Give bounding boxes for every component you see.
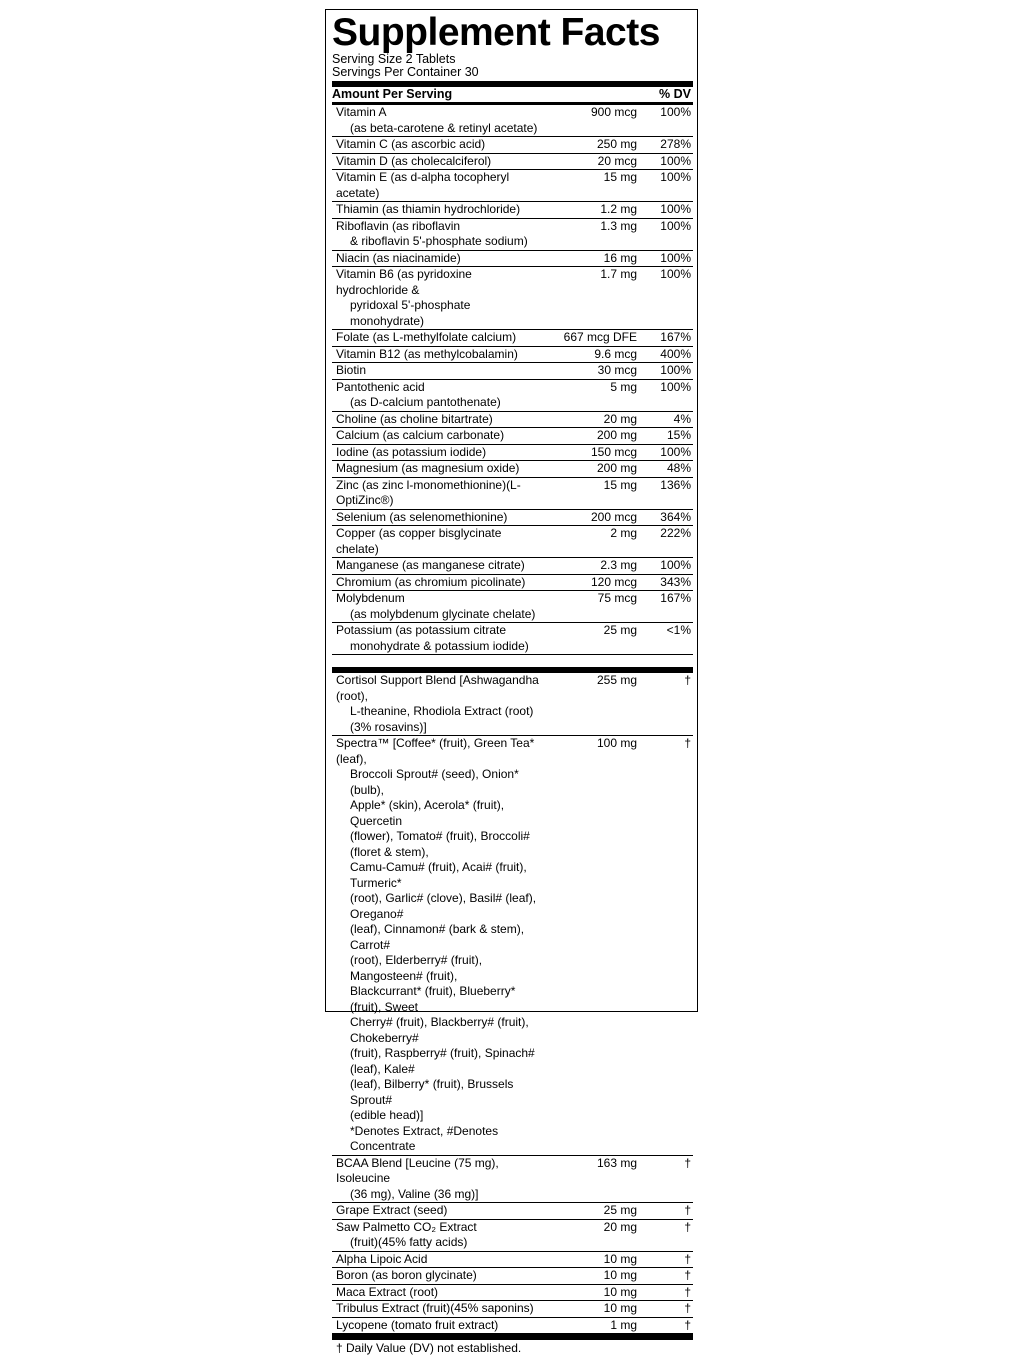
table-row	[332, 380, 693, 412]
dv-value: †	[684, 1155, 691, 1170]
ingredient-main: Zinc (as zinc l-monomethionine)(L-OptiZinc®)	[336, 477, 521, 507]
amount-value: 163 mg	[596, 1155, 637, 1170]
ingredient-main: Vitamin B6 (as pyridoxine hydrochloride &	[336, 267, 472, 297]
ingredient-main: Spectra™ [Coffee* (fruit), Green Tea* (leaf),	[336, 736, 535, 766]
table-row	[332, 219, 693, 251]
ingredient-name	[332, 526, 547, 557]
dv-value: 136%	[660, 477, 691, 492]
table-row	[332, 105, 693, 137]
ingredient-name	[332, 380, 547, 411]
table-row	[332, 1220, 693, 1252]
table-row	[332, 510, 693, 527]
ingredient-main: Niacin (as niacinamide)	[336, 250, 461, 265]
dv-value: †	[684, 1251, 691, 1266]
dv-value: †	[684, 1301, 691, 1315]
dv-value: 15%	[666, 428, 691, 442]
ingredient-main: Grape Extract (seed)	[336, 1203, 448, 1217]
dv-value: †	[684, 1219, 691, 1234]
dv-value: †	[684, 673, 691, 687]
dv-value: 100%	[660, 202, 691, 216]
dv-value: 4%	[673, 411, 691, 426]
dv-value: †	[684, 1284, 691, 1299]
dv-value: †	[684, 1268, 691, 1282]
ingredient-name	[332, 673, 547, 735]
table-row	[332, 526, 693, 558]
ingredient-name	[332, 1318, 547, 1334]
dv-value: 222%	[660, 526, 691, 540]
table-row	[332, 412, 693, 429]
dv-value: 100%	[660, 379, 691, 394]
dv-value: 100%	[660, 444, 691, 459]
ingredient-name	[332, 1285, 547, 1301]
ingredient-name	[332, 267, 547, 329]
ingredient-main: Thiamin (as thiamin hydrochloride)	[336, 202, 521, 216]
amount-value: 20 mg	[603, 411, 637, 426]
dv-value: 100%	[660, 105, 691, 119]
dv-value: 364%	[660, 509, 691, 524]
table-row	[332, 1301, 693, 1318]
dv-value: 48%	[666, 461, 691, 475]
ingredient-main: Tribulus Extract (fruit)(45% saponins)	[336, 1301, 534, 1315]
vitamins-list	[332, 105, 693, 655]
ingredient-name	[332, 623, 547, 654]
panel-title: Supplement Facts	[332, 11, 660, 54]
ingredient-name	[332, 154, 547, 170]
amount-value: 200 mcg	[590, 509, 637, 524]
amount-value: 100 mg	[596, 736, 637, 750]
amount-value: 10 mg	[603, 1284, 637, 1299]
amount-value: 5 mg	[610, 379, 637, 394]
ingredient-name	[332, 412, 547, 428]
dv-value: 167%	[660, 591, 691, 605]
ingredient-detail: (36 mg), Valine (36 mg)]	[350, 1186, 479, 1201]
table-row	[332, 154, 693, 171]
ingredient-name	[332, 1268, 547, 1284]
dv-label: % DV	[659, 87, 691, 101]
ingredient-name	[332, 1156, 547, 1203]
amount-value: 1 mg	[610, 1317, 637, 1332]
ingredient-main: Molybdenum	[336, 591, 405, 605]
dv-value: 167%	[660, 330, 691, 344]
amount-value: 16 mg	[603, 250, 637, 265]
dv-value: 100%	[660, 250, 691, 265]
table-row	[332, 445, 693, 462]
table-row	[332, 478, 693, 510]
table-row	[332, 170, 693, 202]
dv-value: 343%	[660, 574, 691, 589]
amount-value: 150 mcg	[590, 444, 637, 459]
ingredient-main: Lycopene (tomato fruit extract)	[336, 1317, 499, 1332]
ingredient-main: Maca Extract (root)	[336, 1284, 439, 1299]
ingredient-main: Vitamin C (as ascorbic acid)	[336, 137, 486, 151]
ingredient-name	[332, 137, 547, 153]
amount-value: 25 mg	[603, 623, 637, 637]
ingredient-main: Potassium (as potassium citrate	[336, 623, 507, 637]
ingredient-name	[332, 363, 547, 379]
ingredient-main: Manganese (as manganese citrate)	[336, 558, 525, 572]
table-row	[332, 1318, 693, 1335]
amount-value: 200 mg	[596, 461, 637, 475]
table-row	[332, 251, 693, 268]
amount-value: 2.3 mg	[600, 558, 637, 572]
ingredient-main: Chromium (as chromium picolinate)	[336, 574, 526, 589]
dv-value: 100%	[660, 363, 691, 377]
amount-value: 75 mcg	[597, 591, 637, 605]
ingredient-main: Boron (as boron glycinate)	[336, 1268, 477, 1282]
amount-value: 2 mg	[610, 526, 637, 540]
ingredient-main: Vitamin E (as d-alpha tocopheryl acetate)	[336, 170, 510, 200]
ingredient-name	[332, 251, 547, 267]
ingredient-detail: (as beta-carotene & retinyl acetate)	[350, 120, 538, 135]
ingredient-main: Magnesium (as magnesium oxide)	[336, 461, 520, 475]
ingredient-detail: monohydrate & potassium iodide)	[350, 638, 529, 653]
ingredient-name	[332, 1301, 547, 1317]
ingredient-main: Vitamin B12 (as methylcobalamin)	[336, 346, 518, 361]
ingredient-name	[332, 347, 547, 363]
ingredient-main: Vitamin D (as cholecalciferol)	[336, 153, 492, 168]
ingredient-main: Riboflavin (as riboflavin	[336, 218, 461, 233]
ingredient-name	[332, 1203, 547, 1219]
ingredient-name	[332, 1252, 547, 1268]
ingredient-name	[332, 1220, 547, 1251]
ingredient-detail: (as D-calcium pantothenate)	[350, 395, 501, 409]
table-row	[332, 1156, 693, 1204]
ingredient-name	[332, 558, 547, 574]
dv-value: 100%	[660, 153, 691, 168]
table-row	[332, 591, 693, 623]
ingredient-detail: L-theanine, Rhodiola Extract (root) (3% rosavins)]	[350, 704, 534, 734]
table-row	[332, 330, 693, 347]
table-row	[332, 461, 693, 478]
blends-list	[332, 673, 693, 1334]
ingredient-main: Calcium (as calcium carbonate)	[336, 428, 505, 442]
ingredient-main: Biotin	[336, 363, 367, 377]
table-row	[332, 1285, 693, 1302]
ingredient-main: BCAA Blend [Leucine (75 mg), Isoleucine	[336, 1155, 499, 1185]
table-row	[332, 428, 693, 445]
supplement-facts-panel	[325, 9, 698, 1355]
ingredient-name	[332, 575, 547, 591]
amount-value: 120 mcg	[590, 574, 637, 589]
ingredient-main: Vitamin A	[336, 105, 387, 119]
amount-value: 1.7 mg	[600, 267, 637, 281]
ingredient-name	[332, 170, 547, 201]
amount-value: 200 mg	[596, 428, 637, 442]
dv-value: 278%	[660, 137, 691, 151]
table-row	[332, 1203, 693, 1220]
amount-value: 20 mg	[603, 1219, 637, 1234]
dv-value: 100%	[660, 170, 691, 184]
amount-value: 15 mg	[603, 170, 637, 184]
amount-value: 250 mg	[596, 137, 637, 151]
ingredient-name	[332, 445, 547, 461]
ingredient-name	[332, 219, 547, 250]
ingredient-main: Iodine (as potassium iodide)	[336, 444, 487, 459]
ingredient-detail: (fruit)(45% fatty acids)	[350, 1235, 468, 1249]
ingredient-main: Pantothenic acid	[336, 379, 425, 394]
table-row	[332, 137, 693, 154]
dv-value: †	[684, 1203, 691, 1217]
ingredient-detail: & riboflavin 5'-phosphate sodium)	[350, 234, 528, 248]
amount-value: 10 mg	[603, 1301, 637, 1315]
ingredient-detail: (as molybdenum glycinate chelate)	[350, 606, 536, 621]
ingredient-detail: Broccoli Sprout# (seed), Onion* (bulb), Apple* (skin), Acerola* (fruit), Quercetin (flower), Tomato# (fruit), Broccoli# (floret & stem), Camu-Camu# (fruit), Acai# (fruit), Turmeric* (root), Garlic# (clove), Basil# (leaf), Oregano# (leaf), Cinnamon# (bark & stem), Carrot# (root), Elderberry# (fruit), Mangosteen# (fruit), Blackcurrant* (fruit), Blueberry* (fruit), Sweet Cherry# (fruit), Blackberry# (fruit), Chokeberry# (fruit), Raspberry# (fruit), Spinach# (leaf), Kale# (leaf), Bilberry* (fruit), Brussels Sprout# (edible head)] *Denotes Extract, #Denotes Concentrate	[350, 767, 537, 1153]
ingredient-main: Folate (as L-methylfolate calcium)	[336, 330, 517, 344]
amount-value: 9.6 mcg	[594, 346, 637, 361]
footnote: † Daily Value (DV) not established.	[336, 1341, 522, 1355]
dv-value: 100%	[660, 218, 691, 233]
ingredient-name	[332, 736, 547, 1155]
ingredient-detail: pyridoxal 5'-phosphate monohydrate)	[350, 298, 471, 328]
ingredient-main: Copper (as copper bisglycinate chelate)	[336, 526, 502, 556]
table-row	[332, 1252, 693, 1269]
ingredient-name	[332, 428, 547, 444]
amount-per-serving-label: Amount Per Serving	[332, 87, 453, 101]
table-row	[332, 673, 693, 736]
table-row	[332, 363, 693, 380]
dv-value: †	[684, 736, 691, 750]
dv-value: <1%	[666, 623, 691, 637]
dv-value: †	[684, 1317, 691, 1332]
amount-value: 10 mg	[603, 1268, 637, 1282]
section-gap	[332, 655, 693, 667]
ingredient-name	[332, 510, 547, 526]
table-row	[332, 1268, 693, 1285]
amount-value: 15 mg	[603, 477, 637, 492]
amount-value: 30 mcg	[597, 363, 637, 377]
table-row	[332, 558, 693, 575]
amount-value: 1.3 mg	[600, 218, 637, 233]
ingredient-name	[332, 461, 547, 477]
ingredient-name	[332, 330, 547, 346]
amount-value: 10 mg	[603, 1251, 637, 1266]
ingredient-main: Alpha Lipoic Acid	[336, 1251, 428, 1266]
table-row	[332, 736, 693, 1156]
dv-value: 400%	[660, 346, 691, 361]
ingredient-main: Selenium (as selenomethionine)	[336, 509, 508, 524]
table-row	[332, 623, 693, 655]
ingredient-name	[332, 478, 547, 509]
ingredient-name	[332, 202, 547, 218]
ingredient-main: Cortisol Support Blend [Ashwagandha (root),	[336, 673, 539, 703]
serving-size: Serving Size 2 Tablets	[332, 52, 456, 66]
table-row	[332, 267, 693, 330]
table-header	[332, 87, 693, 105]
amount-value: 900 mcg	[590, 105, 637, 119]
table-row	[332, 347, 693, 364]
amount-value: 255 mg	[596, 673, 637, 687]
amount-value: 20 mcg	[597, 153, 637, 168]
table-row	[332, 575, 693, 592]
amount-value: 25 mg	[603, 1203, 637, 1217]
dv-value: 100%	[660, 267, 691, 281]
dv-value: 100%	[660, 558, 691, 572]
table-row	[332, 202, 693, 219]
ingredient-main: Saw Palmetto CO₂ Extract	[336, 1219, 477, 1234]
ingredient-main: Choline (as choline bitartrate)	[336, 411, 493, 426]
ingredient-name	[332, 105, 547, 136]
ingredient-name	[332, 591, 547, 622]
amount-value: 1.2 mg	[600, 202, 637, 216]
servings-per-container: Servings Per Container 30	[332, 65, 479, 79]
amount-value: 667 mcg DFE	[563, 330, 637, 344]
